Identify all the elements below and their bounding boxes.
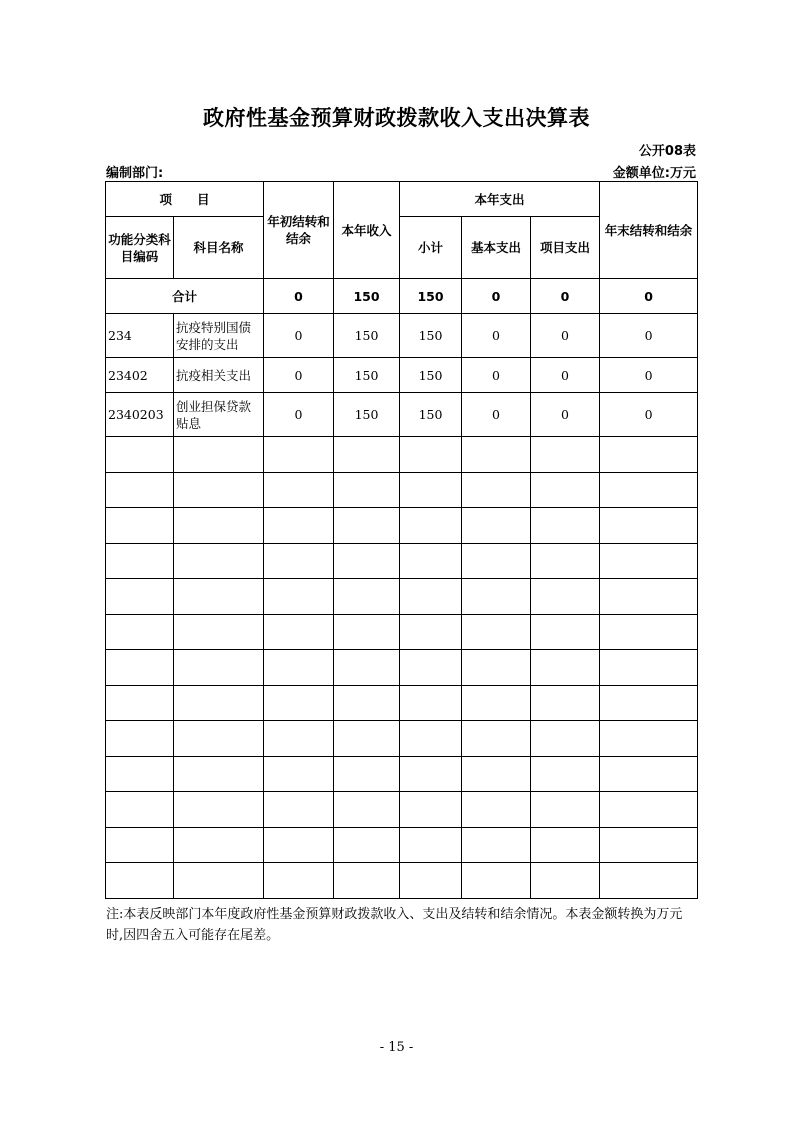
total-opening: 0 bbox=[264, 279, 334, 314]
empty-cell bbox=[531, 650, 600, 686]
header-project-expense: 项目支出 bbox=[531, 217, 600, 279]
empty-cell bbox=[600, 614, 698, 650]
empty-cell bbox=[400, 437, 462, 473]
empty-cell bbox=[531, 685, 600, 721]
empty-cell bbox=[400, 650, 462, 686]
empty-cell bbox=[400, 756, 462, 792]
header-current-income: 本年收入 bbox=[334, 182, 400, 279]
empty-row bbox=[106, 756, 698, 792]
header-item: 项 目 bbox=[106, 182, 264, 217]
row-opening: 0 bbox=[264, 393, 334, 437]
empty-cell bbox=[264, 792, 334, 828]
empty-cell bbox=[531, 792, 600, 828]
empty-cell bbox=[400, 508, 462, 544]
empty-cell bbox=[264, 685, 334, 721]
empty-row bbox=[106, 543, 698, 579]
empty-cell bbox=[334, 472, 400, 508]
empty-cell bbox=[462, 650, 531, 686]
total-closing: 0 bbox=[600, 279, 698, 314]
empty-row bbox=[106, 863, 698, 899]
empty-cell bbox=[174, 472, 264, 508]
row-basic: 0 bbox=[462, 393, 531, 437]
empty-cell bbox=[174, 508, 264, 544]
empty-row bbox=[106, 827, 698, 863]
total-income: 150 bbox=[334, 279, 400, 314]
empty-cell bbox=[600, 827, 698, 863]
empty-cell bbox=[400, 579, 462, 615]
empty-cell bbox=[600, 579, 698, 615]
empty-cell bbox=[400, 543, 462, 579]
empty-cell bbox=[600, 756, 698, 792]
empty-cell bbox=[400, 614, 462, 650]
row-closing: 0 bbox=[600, 314, 698, 358]
empty-cell bbox=[531, 543, 600, 579]
empty-cell bbox=[600, 792, 698, 828]
empty-cell bbox=[174, 614, 264, 650]
empty-cell bbox=[600, 685, 698, 721]
empty-cell bbox=[400, 721, 462, 757]
empty-cell bbox=[531, 721, 600, 757]
row-subtotal: 150 bbox=[400, 358, 462, 393]
empty-cell bbox=[106, 437, 174, 473]
empty-cell bbox=[264, 543, 334, 579]
row-closing: 0 bbox=[600, 358, 698, 393]
empty-cell bbox=[462, 614, 531, 650]
empty-cell bbox=[334, 437, 400, 473]
empty-cell bbox=[106, 614, 174, 650]
table-row bbox=[106, 314, 698, 358]
empty-row bbox=[106, 792, 698, 828]
empty-cell bbox=[462, 437, 531, 473]
empty-cell bbox=[462, 721, 531, 757]
total-subtotal: 150 bbox=[400, 279, 462, 314]
empty-cell bbox=[264, 721, 334, 757]
empty-cell bbox=[174, 685, 264, 721]
empty-cell bbox=[174, 863, 264, 899]
empty-row bbox=[106, 508, 698, 544]
empty-cell bbox=[600, 472, 698, 508]
header-opening-balance: 年初结转和结余 bbox=[264, 182, 334, 279]
empty-cell bbox=[334, 650, 400, 686]
header-basic-expense: 基本支出 bbox=[462, 217, 531, 279]
table-note: 注:本表反映部门本年度政府性基金预算财政拨款收入、支出及结转和结余情况。本表金额转换为万元时,因四舍五入可能存在尾差。 bbox=[106, 907, 683, 943]
empty-cell bbox=[174, 792, 264, 828]
empty-cell bbox=[600, 721, 698, 757]
empty-cell bbox=[462, 756, 531, 792]
empty-row bbox=[106, 472, 698, 508]
page-title: 政府性基金预算财政拨款收入支出决算表 bbox=[203, 106, 590, 130]
row-basic: 0 bbox=[462, 358, 531, 393]
header-function-code: 功能分类科目编码 bbox=[106, 217, 174, 279]
budget-table bbox=[105, 181, 698, 899]
empty-cell bbox=[334, 508, 400, 544]
department-label: 编制部门: bbox=[106, 166, 164, 181]
empty-cell bbox=[334, 863, 400, 899]
header-closing-balance: 年末结转和结余 bbox=[600, 182, 698, 279]
empty-cell bbox=[174, 543, 264, 579]
empty-cell bbox=[531, 756, 600, 792]
empty-cell bbox=[264, 756, 334, 792]
empty-cell bbox=[334, 543, 400, 579]
total-label: 合计 bbox=[106, 279, 264, 314]
empty-cell bbox=[174, 650, 264, 686]
empty-cell bbox=[264, 650, 334, 686]
empty-cell bbox=[174, 579, 264, 615]
row-project: 0 bbox=[531, 358, 600, 393]
empty-cell bbox=[106, 827, 174, 863]
row-closing: 0 bbox=[600, 393, 698, 437]
empty-cell bbox=[462, 863, 531, 899]
empty-cell bbox=[600, 543, 698, 579]
header-subject-name: 科目名称 bbox=[174, 217, 264, 279]
row-subtotal: 150 bbox=[400, 314, 462, 358]
row-opening: 0 bbox=[264, 358, 334, 393]
empty-cell bbox=[462, 472, 531, 508]
empty-cell bbox=[400, 685, 462, 721]
empty-row bbox=[106, 650, 698, 686]
total-project: 0 bbox=[531, 279, 600, 314]
empty-row bbox=[106, 721, 698, 757]
empty-cell bbox=[334, 756, 400, 792]
empty-cell bbox=[264, 472, 334, 508]
empty-cell bbox=[334, 721, 400, 757]
empty-cell bbox=[400, 863, 462, 899]
row-income: 150 bbox=[334, 358, 400, 393]
empty-cell bbox=[334, 685, 400, 721]
empty-cell bbox=[531, 508, 600, 544]
empty-cell bbox=[531, 472, 600, 508]
empty-cell bbox=[531, 863, 600, 899]
empty-cell bbox=[106, 721, 174, 757]
empty-cell bbox=[334, 792, 400, 828]
row-code: 23402 bbox=[106, 358, 174, 393]
row-income: 150 bbox=[334, 314, 400, 358]
page-number: - 15 - bbox=[379, 1040, 414, 1055]
empty-cell bbox=[264, 827, 334, 863]
amount-unit-label: 金额单位:万元 bbox=[612, 166, 696, 181]
table-row bbox=[106, 358, 698, 393]
empty-cell bbox=[400, 792, 462, 828]
header-subtotal: 小计 bbox=[400, 217, 462, 279]
empty-cell bbox=[462, 508, 531, 544]
empty-cell bbox=[400, 827, 462, 863]
empty-cell bbox=[106, 543, 174, 579]
empty-cell bbox=[600, 650, 698, 686]
row-code: 2340203 bbox=[106, 393, 174, 437]
empty-row bbox=[106, 579, 698, 615]
row-code: 234 bbox=[106, 314, 174, 358]
empty-cell bbox=[174, 437, 264, 473]
empty-cell bbox=[600, 508, 698, 544]
empty-cell bbox=[106, 863, 174, 899]
empty-cell bbox=[531, 437, 600, 473]
empty-cell bbox=[531, 614, 600, 650]
total-basic: 0 bbox=[462, 279, 531, 314]
row-income: 150 bbox=[334, 393, 400, 437]
empty-cell bbox=[106, 756, 174, 792]
empty-cell bbox=[400, 472, 462, 508]
empty-cell bbox=[600, 863, 698, 899]
empty-row bbox=[106, 614, 698, 650]
empty-cell bbox=[462, 579, 531, 615]
empty-cell bbox=[106, 472, 174, 508]
empty-cell bbox=[106, 792, 174, 828]
table-row bbox=[106, 393, 698, 437]
row-basic: 0 bbox=[462, 314, 531, 358]
empty-cell bbox=[174, 721, 264, 757]
empty-cell bbox=[264, 579, 334, 615]
empty-cell bbox=[334, 614, 400, 650]
empty-cell bbox=[334, 827, 400, 863]
empty-cell bbox=[264, 437, 334, 473]
empty-row bbox=[106, 685, 698, 721]
empty-cell bbox=[531, 579, 600, 615]
row-opening: 0 bbox=[264, 314, 334, 358]
row-subtotal: 150 bbox=[400, 393, 462, 437]
total-row bbox=[106, 279, 698, 314]
row-name: 创业担保贷款贴息 bbox=[174, 393, 264, 437]
empty-cell bbox=[106, 685, 174, 721]
empty-cell bbox=[106, 579, 174, 615]
empty-cell bbox=[106, 650, 174, 686]
empty-cell bbox=[174, 756, 264, 792]
empty-cell bbox=[462, 792, 531, 828]
empty-cell bbox=[462, 827, 531, 863]
header-current-expense: 本年支出 bbox=[400, 182, 600, 217]
empty-cell bbox=[264, 508, 334, 544]
empty-row bbox=[106, 437, 698, 473]
empty-cell bbox=[264, 614, 334, 650]
form-number: 公开08表 bbox=[638, 144, 696, 159]
row-project: 0 bbox=[531, 314, 600, 358]
row-project: 0 bbox=[531, 393, 600, 437]
empty-cell bbox=[462, 685, 531, 721]
empty-cell bbox=[462, 543, 531, 579]
empty-cell bbox=[106, 508, 174, 544]
row-name: 抗疫相关支出 bbox=[174, 358, 264, 393]
empty-cell bbox=[334, 579, 400, 615]
row-name: 抗疫特别国债安排的支出 bbox=[174, 314, 264, 358]
empty-cell bbox=[174, 827, 264, 863]
empty-cell bbox=[264, 863, 334, 899]
empty-cell bbox=[531, 827, 600, 863]
empty-cell bbox=[600, 437, 698, 473]
